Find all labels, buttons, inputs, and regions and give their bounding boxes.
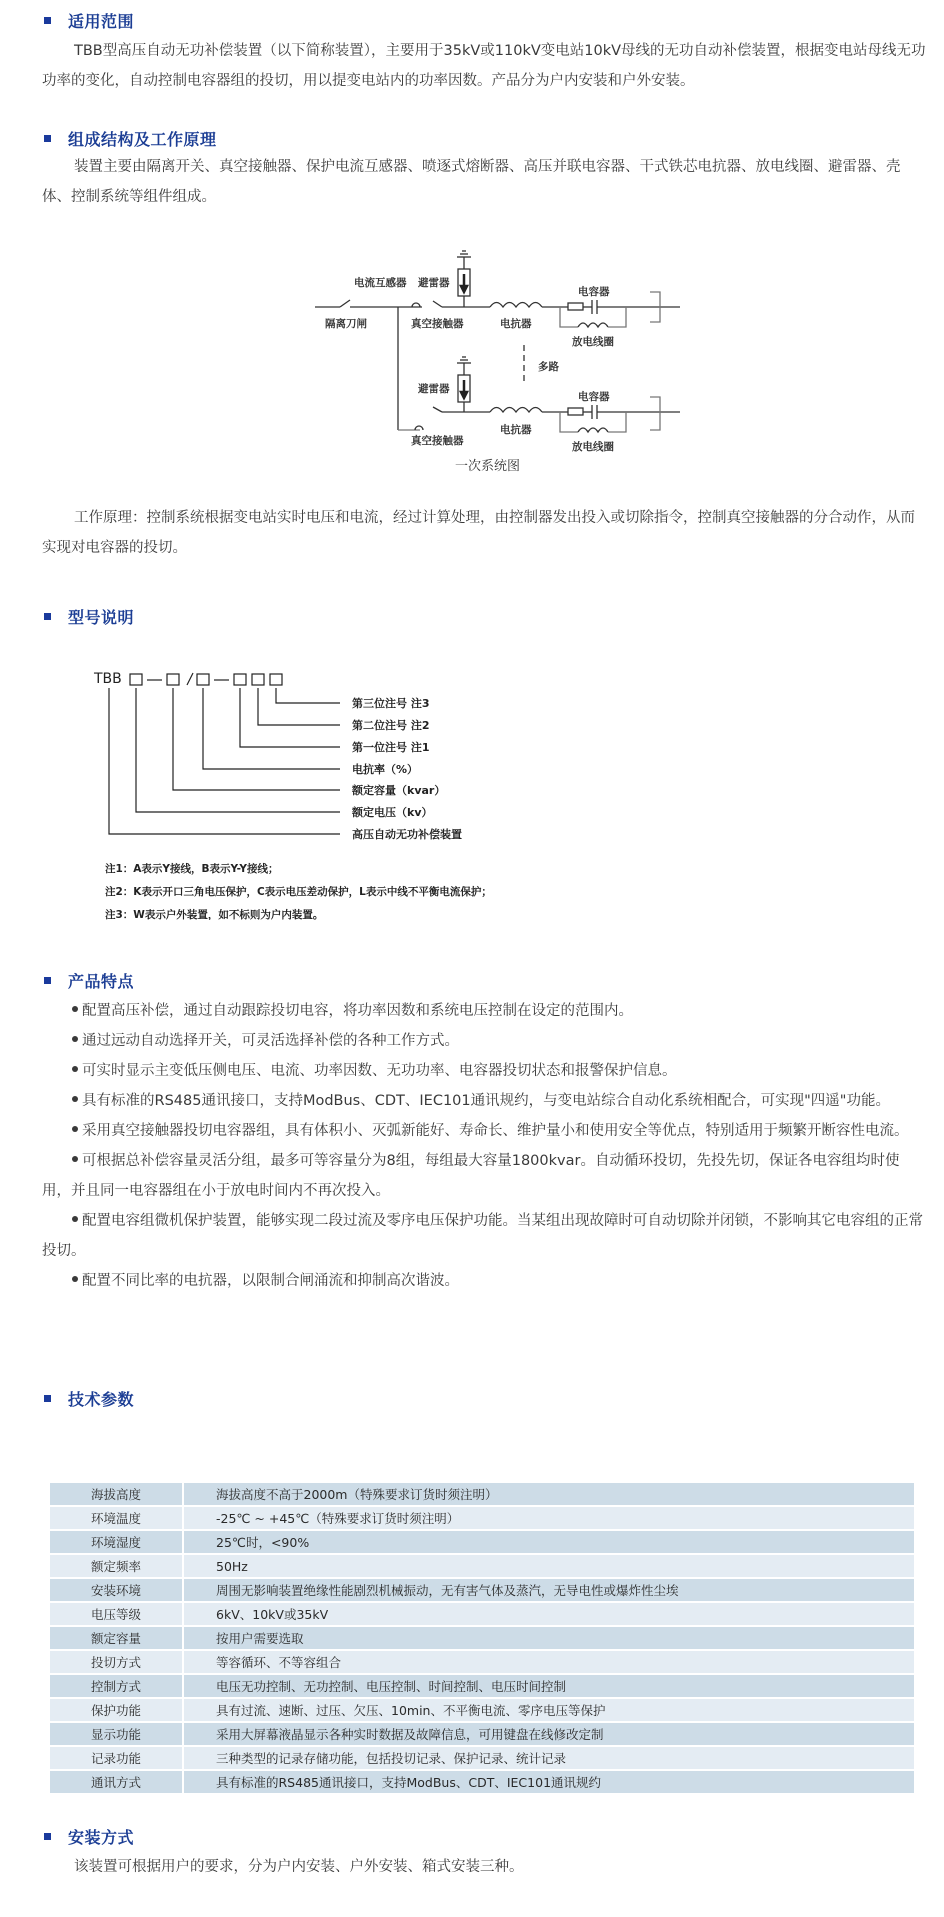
note-1: 注1：A表示Y接线，B表示Y-Y接线； [105,863,279,875]
label-reactor-top: 电抗器 [500,318,532,330]
label-arrester-bottom: 避雷器 [418,383,450,395]
bullet-icon [72,1096,78,1102]
bullet-icon [72,1006,78,1012]
scope-paragraph: TBB型高压自动无功补偿装置（以下简称装置），主要用于35kV或110kV变电站10kV母线的无功自动补偿装置，根据变电站母线无功功率的变化，自动控制电容器组的投切，用以提变电站内的功率因数。产品分为户内安装和户外安装。 [42,43,926,89]
table-row: 通讯方式 具有标准的RS485通讯接口，支持ModBus、CDT、IEC101通讯规约 [50,1770,914,1794]
table-row: 记录功能 三种类型的记录存储功能，包括投切记录、保护记录、统计记录 [50,1746,914,1770]
legend-item: 第一位注号 注1 [352,741,430,754]
label-capacitor-bottom: 电容器 [578,391,610,403]
table-row: 投切方式 等容循环、不等容组合 [50,1650,914,1674]
table-row: 额定频率 50Hz [50,1554,914,1578]
section-title: 型号说明 [68,607,135,627]
model-code-prefix: TBB [94,671,122,687]
table-row: 显示功能 采用大屏幕液晶显示各种实时数据及故障信息，可用键盘在线修改定制 [50,1722,914,1746]
bullet-icon [72,1216,78,1222]
heading-marker-icon [44,977,51,984]
section-heading-features [44,968,134,992]
section-heading-model [44,604,134,628]
legend-item: 电抗率（%） [352,763,419,776]
heading-marker-icon [44,613,51,620]
bullet-icon [72,1276,78,1282]
label-isolator: 隔离刀闸 [325,318,367,330]
label-discharge-bottom: 放电线圈 [572,441,614,453]
feature-item: 配置不同比率的电抗器，以限制合闸涌流和抑制高次谐波。 [42,1266,926,1296]
legend-item: 第三位注号 注3 [352,697,430,710]
label-multi-circuit: 多路 [538,361,559,373]
label-contactor-top: 真空接触器 [411,318,464,330]
section-title: 产品特点 [68,971,135,991]
feature-item: 可根据总补偿容量灵活分组，最多可等容量分为8组，每组最大容量1800kvar。自动循环投切，先投先切，保证各电容组均时使用，并且同一电容器组在小于放电时间内不再次投入。 [42,1153,900,1199]
diagram-caption: 一次系统图 [455,459,521,474]
table-row: 电压等级 6kV、10kV或35kV [50,1602,914,1626]
bullet-icon [72,1156,78,1162]
feature-list [42,996,926,1296]
section-heading-install [44,1824,134,1848]
feature-item: 配置电容组微机保护装置，能够实现二段过流及零序电压保护功能。当某组出现故障时可自动切除并闭锁，不影响其它电容组的正常投切。 [42,1213,923,1259]
note-2: 注2：K表示开口三角电压保护，C表示电压差动保护，L表示中线不平衡电流保护； [105,886,492,898]
table-row: 环境温度 -25℃ ~ +45℃（特殊要求订货时须注明） [50,1506,914,1530]
legend-item: 额定电压（kv） [352,806,433,819]
section-heading-specs [44,1386,134,1410]
primary-system-diagram [300,230,680,480]
principle-paragraph: 工作原理：控制系统根据变电站实时电压和电流，经过计算处理，由控制器发出投入或切除指令，控制真空接触器的分合动作，从而实现对电容器的投切。 [42,510,915,556]
feature-item: 可实时显示主变低压侧电压、电流、功率因数、无功功率、电容器投切状态和报警保护信息。 [42,1056,926,1086]
bullet-icon [72,1036,78,1042]
structure-paragraph: 装置主要由隔离开关、真空接触器、保护电流互感器、喷逐式熔断器、高压并联电容器、干式铁芯电抗器、放电线圈、避雷器、壳体、控制系统等组件组成。 [42,159,901,205]
bullet-icon [72,1126,78,1132]
table-row: 海拔高度 海拔高度不高于2000m（特殊要求订货时须注明） [50,1483,914,1506]
section-title: 安装方式 [68,1827,135,1847]
label-current-transformer: 电流互感器 [354,277,407,289]
model-code-diagram [80,650,560,920]
table-row: 控制方式 电压无功控制、无功控制、电压控制、时间控制、电压时间控制 [50,1674,914,1698]
feature-item: 具有标准的RS485通讯接口，支持ModBus、CDT、IEC101通讯规约，与变电站综合自动化系统相配合，可实现"四遥"功能。 [42,1086,926,1116]
legend-item: 额定容量（kvar） [352,784,446,797]
feature-item: 采用真空接触器投切电容器组，具有体积小、灭弧新能好、寿命长、维护量小和使用安全等优点，特别适用于频繁开断容性电流。 [42,1116,926,1146]
label-capacitor-top: 电容器 [578,286,610,298]
table-row: 安装环境 周围无影响装置绝缘性能剧烈机械振动，无有害气体及蒸汽，无导电性或爆炸性尘埃 [50,1578,914,1602]
legend-item: 高压自动无功补偿装置 [352,828,462,841]
note-3: 注3：W表示户外装置，如不标则为户内装置。 [105,909,324,920]
section-title: 适用范围 [68,11,135,31]
legend-item: 第二位注号 注2 [352,719,430,732]
table-row: 环境湿度 25℃时，<90% [50,1530,914,1554]
section-heading-structure [44,126,217,150]
heading-marker-icon [44,135,51,142]
section-heading-scope [44,8,134,32]
feature-item: 配置高压补偿，通过自动跟踪投切电容，将功率因数和系统电压控制在设定的范围内。 [42,996,926,1026]
section-title: 技术参数 [68,1389,135,1409]
table-row: 额定容量 按用户需要选取 [50,1626,914,1650]
table-row: 保护功能 具有过流、速断、过压、欠压、10min、不平衡电流、零序电压等保护 [50,1698,914,1722]
install-paragraph: 该装置可根据用户的要求，分为户内安装、户外安装、箱式安装三种。 [74,1859,524,1875]
bullet-icon [72,1066,78,1072]
label-discharge-top: 放电线圈 [572,336,614,348]
specs-table [50,1483,914,1795]
label-reactor-bottom: 电抗器 [500,424,532,436]
heading-marker-icon [44,1833,51,1840]
heading-marker-icon [44,1395,51,1402]
label-contactor-bottom: 真空接触器 [411,435,464,447]
label-arrester-top: 避雷器 [418,277,450,289]
feature-item: 通过远动自动选择开关，可灵活选择补偿的各种工作方式。 [42,1026,926,1056]
heading-marker-icon [44,17,51,24]
section-title: 组成结构及工作原理 [68,129,217,149]
